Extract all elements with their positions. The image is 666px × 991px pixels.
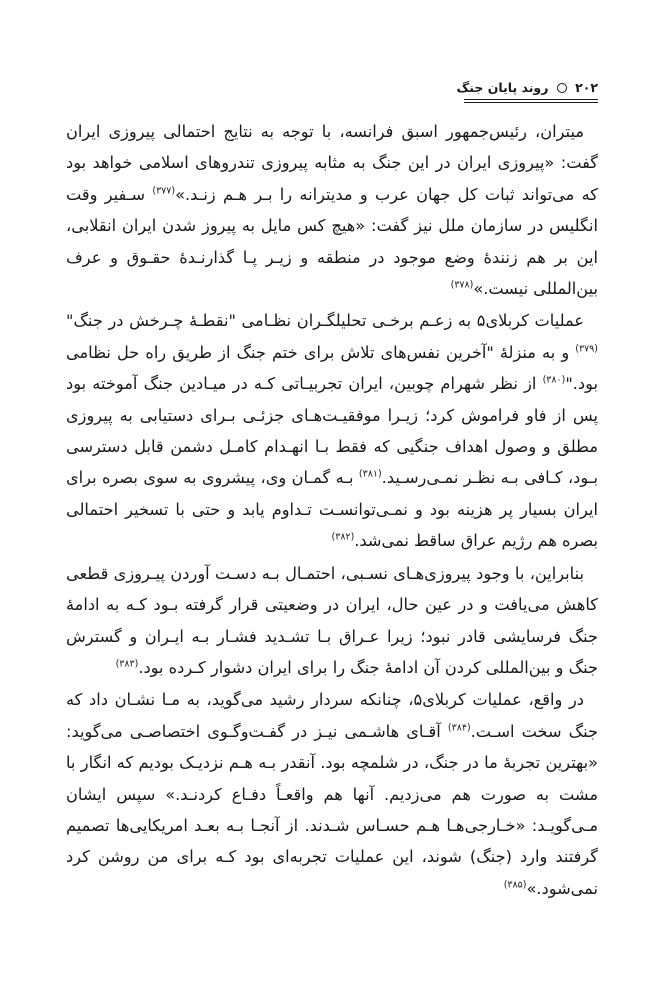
running-header	[456, 80, 598, 95]
chapter-title: روند پایان جنگ	[456, 80, 549, 95]
footnote-ref: (۳۸۵)	[503, 879, 527, 891]
footnote-ref: (۳۷۸)	[450, 279, 474, 291]
paragraph	[66, 116, 598, 304]
paragraph-text: بـه گمـان وی، پیشروی به سوی بصره برای ایران بسیار پر هزینه بود و نمـی‌توانسـت تـداوم یابد و حتی با تسخیر احتمالی بصره هم رژیم عراق ساقط نمی‌شد.	[66, 468, 598, 551]
paragraph-text: و به منزلۀ "آخرین نفس‌های تلاش برای ختم جنگ از طریق راه حل نظامی بود."	[66, 342, 598, 394]
footnote-ref: (۳۸۰)	[542, 374, 566, 386]
paragraph-text: از نظر شهرام چوبین، ایران تجربیـاتی کـه در میـادین جنگ آموخته بود پس از فاو فراموش کرد؛ زیـرا موفقیـت‌هـای جزئـی بـرای دستیابی به پیروزی مطلق و وصول اهداف جنگیی که فقط بـا انهـدام کامـل دشمن قابل دسترسی بـود، کـافی بـه نظـر نمـی‌رسـید.	[66, 374, 598, 488]
paragraph-text: در واقع، عملیات کربلای۵، چنانکه سردار رشید می‌گوید، به مـا نشـان داد که جنگ سخت اسـت.	[66, 690, 599, 741]
paragraph	[66, 684, 598, 904]
paragraph	[66, 558, 598, 684]
page-number: ۲۰۲	[575, 80, 598, 95]
footnote-ref: (۳۸۴)	[447, 722, 471, 734]
body-text	[66, 116, 598, 904]
footnote-ref: (۳۷۹)	[575, 343, 598, 355]
footnote-ref: (۳۸۲)	[331, 531, 355, 543]
header-divider	[464, 99, 598, 103]
footnote-ref: (۳۸۱)	[358, 469, 382, 481]
circle-bullet-icon	[557, 83, 567, 93]
paragraph-text: عملیات کربلای۵ به زعـم برخـی تحلیلگـران نظـامی "نقطـۀ چـرخش در جنگ"	[66, 311, 584, 331]
paragraph-text: میتران، رئیس‌جمهور اسبق فرانسه، با توجه به نتایج احتمالی پیروزی ایران گفت: «پیروزی ایران در این جنگ به مثابه پیروزی تندروهای اسلامی خواهد بود که می‌تواند ثبات کل جهان عرب و مدیترانه را بـر هـم زنـد.»	[66, 122, 598, 204]
paragraph-text: بنابراین، با وجود پیروزی‌هـای نسـبی، احتمـال بـه دسـت آوردن پیـروزی قطعی کاهش می‌یافت و در عین حال، ایران در وضعیتی قرار گرفته بـود کـه به ادامۀ جنگ فرسایشی قادر نبود؛ زیرا عـراق بـا تشـدید فشـار بـه ایـران و گسترش جنگ و بین‌المللی کردن آن ادامۀ جنگ را برای ایران دشوار کـرده بود.	[66, 563, 598, 677]
paragraph	[66, 305, 598, 556]
footnote-ref: (۳۸۳)	[115, 658, 139, 670]
footnote-ref: (۳۷۷)	[152, 185, 176, 197]
paragraph-text: آقـای هاشـمی نیـز در گفـت‌وگـوی اختصاصـی می‌گوید: «بهترین تجربۀ ما در جنگ، در شلمچه بود. آنقدر بـه هـم نزدیـک بودیم که انگار با مشت به صورت هم می‌زدیم. آنها هم واقعـاً دفـاع کردنـد.» سپس ایشان مـی‌گویـد: «خـارجی‌هـا هـم حسـاس شـدند. از آنجـا بـه بعـد امریکایی‌ها تصمیم گرفتند وارد (جنگ) شوند، این عملیات تجربه‌ای بود کـه برای من روشن کرد نمی‌شود.»	[66, 721, 598, 898]
paragraph-text: سـفیر وقت انگلیس در سازمان ملل نیز گفت: «هیچ کس مایل به پیروز شدن ایران انقلابی، این بر هم زنندۀ وضع موجود در منطقه و زیـر پـا گذارنـدۀ حقـوق و عرف بین‌المللی نیست.»	[66, 184, 598, 299]
